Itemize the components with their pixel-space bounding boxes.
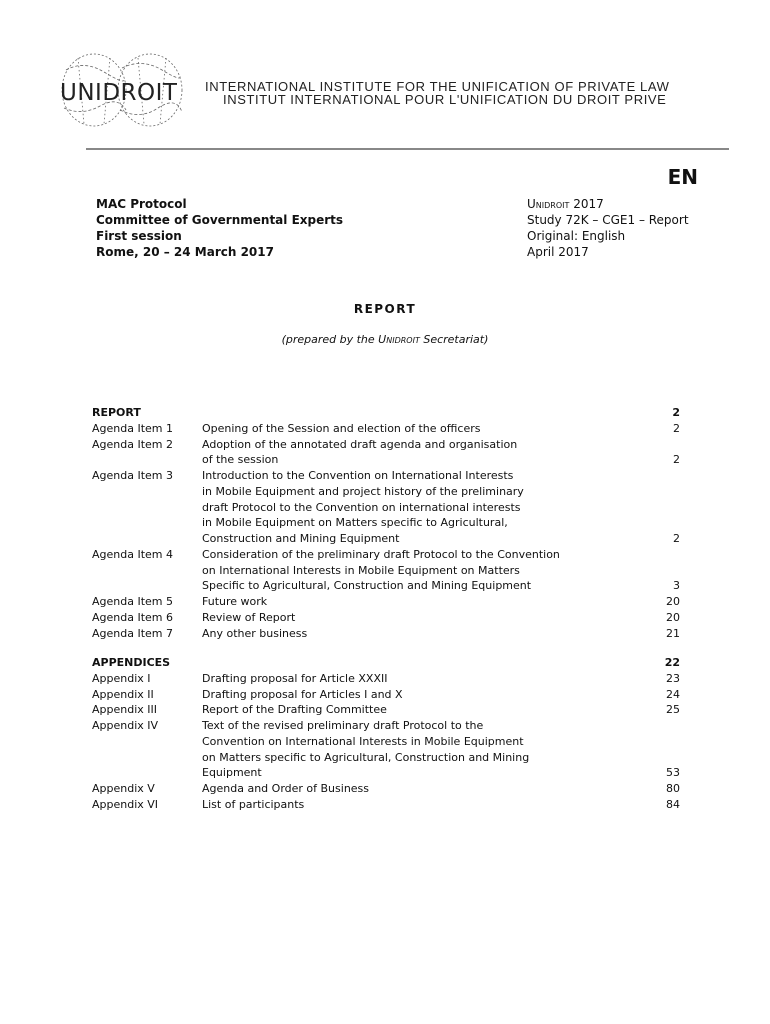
toc-report-section [92, 405, 680, 641]
toc-entry-page: 23 [666, 671, 680, 685]
toc-entry [92, 718, 680, 781]
toc-entry-title-line: in Mobile Equipment and project history of the preliminary [202, 484, 524, 498]
toc-entry-page: 2 [673, 532, 680, 545]
toc-entry-title-line: Consideration of the preliminary draft Protocol to the Convention [202, 547, 560, 561]
toc-entry-title-line: Equipment [202, 766, 262, 780]
toc-entry-label: Agenda Item 1 [92, 421, 174, 435]
toc-entry-title-line: Construction and Mining Equipment [202, 532, 400, 545]
toc-entry-title-line: Text of the revised preliminary draft Protocol to the [202, 719, 484, 732]
toc-entry-page: 20 [666, 610, 680, 624]
toc-entry-page: 2 [673, 453, 680, 467]
doc-study: Study 72K – CGE1 – Report [527, 213, 689, 227]
toc-entry [92, 687, 680, 703]
toc-heading-page: 2 [672, 406, 680, 419]
toc-heading [92, 405, 680, 421]
toc-entry [92, 468, 680, 547]
toc-entry [92, 437, 680, 469]
toc-entry-page: 3 [673, 579, 680, 593]
report-title: REPORT [353, 302, 417, 316]
toc-entry-label: Agenda Item 6 [92, 610, 174, 624]
toc-entry-title-line: on International Interests in Mobile Equipment on Matters [202, 563, 520, 577]
toc-entry-title-line: Opening of the Session and election of the officers [202, 421, 481, 435]
toc-appendices-section [92, 655, 680, 813]
toc-entry-page: 53 [666, 766, 680, 780]
meeting-protocol: MAC Protocol [96, 197, 187, 211]
toc-entry-page: 20 [666, 595, 680, 608]
toc-entry [92, 797, 680, 813]
toc-entry-label: Agenda Item 5 [92, 595, 174, 608]
doc-original: Original: English [527, 229, 626, 243]
toc-entry-label: Appendix IV [92, 719, 159, 732]
toc-entry-title-line: Drafting proposal for Article XXXII [202, 671, 388, 685]
doc-org: Unidroit [527, 197, 570, 211]
meeting-info [96, 196, 343, 260]
toc-entry-page: 84 [666, 797, 680, 811]
meeting-session: First session [96, 229, 182, 243]
toc-entry-page: 24 [666, 687, 680, 701]
doc-date: April 2017 [527, 245, 589, 259]
toc-entry [92, 421, 680, 437]
language-code: EN [667, 165, 698, 189]
institute-name-en: INTERNATIONAL INSTITUTE FOR THE UNIFICATION OF PRIVATE LAW [205, 79, 670, 94]
toc-entry-title-line: Agenda and Order of Business [202, 782, 370, 795]
doc-year: 2017 [573, 197, 604, 211]
institute-header [205, 80, 670, 106]
toc-entry-label: Appendix II [92, 687, 154, 701]
toc-entry-label: Appendix VI [92, 797, 159, 811]
toc-entry-title-line: Adoption of the annotated draft agenda and organisation [202, 437, 518, 451]
meeting-committee: Committee of Governmental Experts [96, 213, 344, 227]
toc-heading-label: REPORT [92, 406, 141, 419]
toc-entry-title-line: in Mobile Equipment on Matters specific to Agricultural, [202, 516, 508, 530]
toc-entry-title-line: Specific to Agricultural, Construction and Mining Equipment [202, 579, 532, 593]
toc-entry-title-line: Future work [202, 595, 268, 608]
toc-heading-label: APPENDICES [92, 656, 171, 669]
toc-entry [92, 626, 680, 642]
toc-entry-page: 80 [666, 782, 680, 795]
toc-entry-label: Agenda Item 2 [92, 437, 174, 451]
toc-entry [92, 594, 680, 610]
toc-entry-title-line: Drafting proposal for Articles I and X [202, 687, 403, 701]
toc-entry-page: 25 [666, 703, 680, 717]
toc-entry-page: 2 [673, 421, 680, 435]
toc-entry [92, 547, 680, 594]
toc-entry-title-line: Review of Report [202, 610, 296, 624]
header-rule [86, 148, 729, 150]
toc-entry-label: Appendix III [92, 703, 158, 717]
toc-entry-title-line: Convention on International Interests in Mobile Equipment [202, 734, 524, 748]
toc-heading [92, 655, 680, 671]
toc-heading-page: 22 [664, 656, 680, 669]
toc-entry-title-line: Introduction to the Convention on International Interests [202, 469, 514, 482]
toc-entry-title-line: Any other business [202, 626, 308, 640]
toc-entry-label: Agenda Item 7 [92, 626, 174, 640]
toc-entry [92, 702, 680, 718]
toc-entry-title-line: Report of the Drafting Committee [202, 703, 387, 717]
toc-entry [92, 671, 680, 687]
toc-entry-title-line: on Matters specific to Agricultural, Construction and Mining [202, 750, 530, 764]
toc-entry-label: Agenda Item 4 [92, 547, 174, 561]
toc-entry [92, 781, 680, 797]
prepared-by: (prepared by the Unidroit Secretariat) [281, 333, 489, 346]
logo-wordmark: UNIDROIT [60, 80, 178, 106]
institute-name-fr: INSTITUT INTERNATIONAL POUR L'UNIFICATION DU DROIT PRIVE [223, 92, 667, 107]
toc-entry-title-line: draft Protocol to the Convention on international interests [202, 500, 521, 514]
meeting-place-date: Rome, 20 – 24 March 2017 [96, 245, 274, 259]
toc-entry-label: Agenda Item 3 [92, 469, 174, 482]
toc-entry-title-line: of the session [202, 453, 279, 467]
toc-entry [92, 610, 680, 626]
toc-entry-label: Appendix I [92, 671, 151, 685]
toc-entry-label: Appendix V [92, 782, 155, 795]
toc-entry-page: 21 [666, 626, 680, 640]
document-info [527, 196, 689, 260]
doc-org-year [527, 196, 689, 212]
toc-entry-title-line: List of participants [202, 797, 305, 811]
